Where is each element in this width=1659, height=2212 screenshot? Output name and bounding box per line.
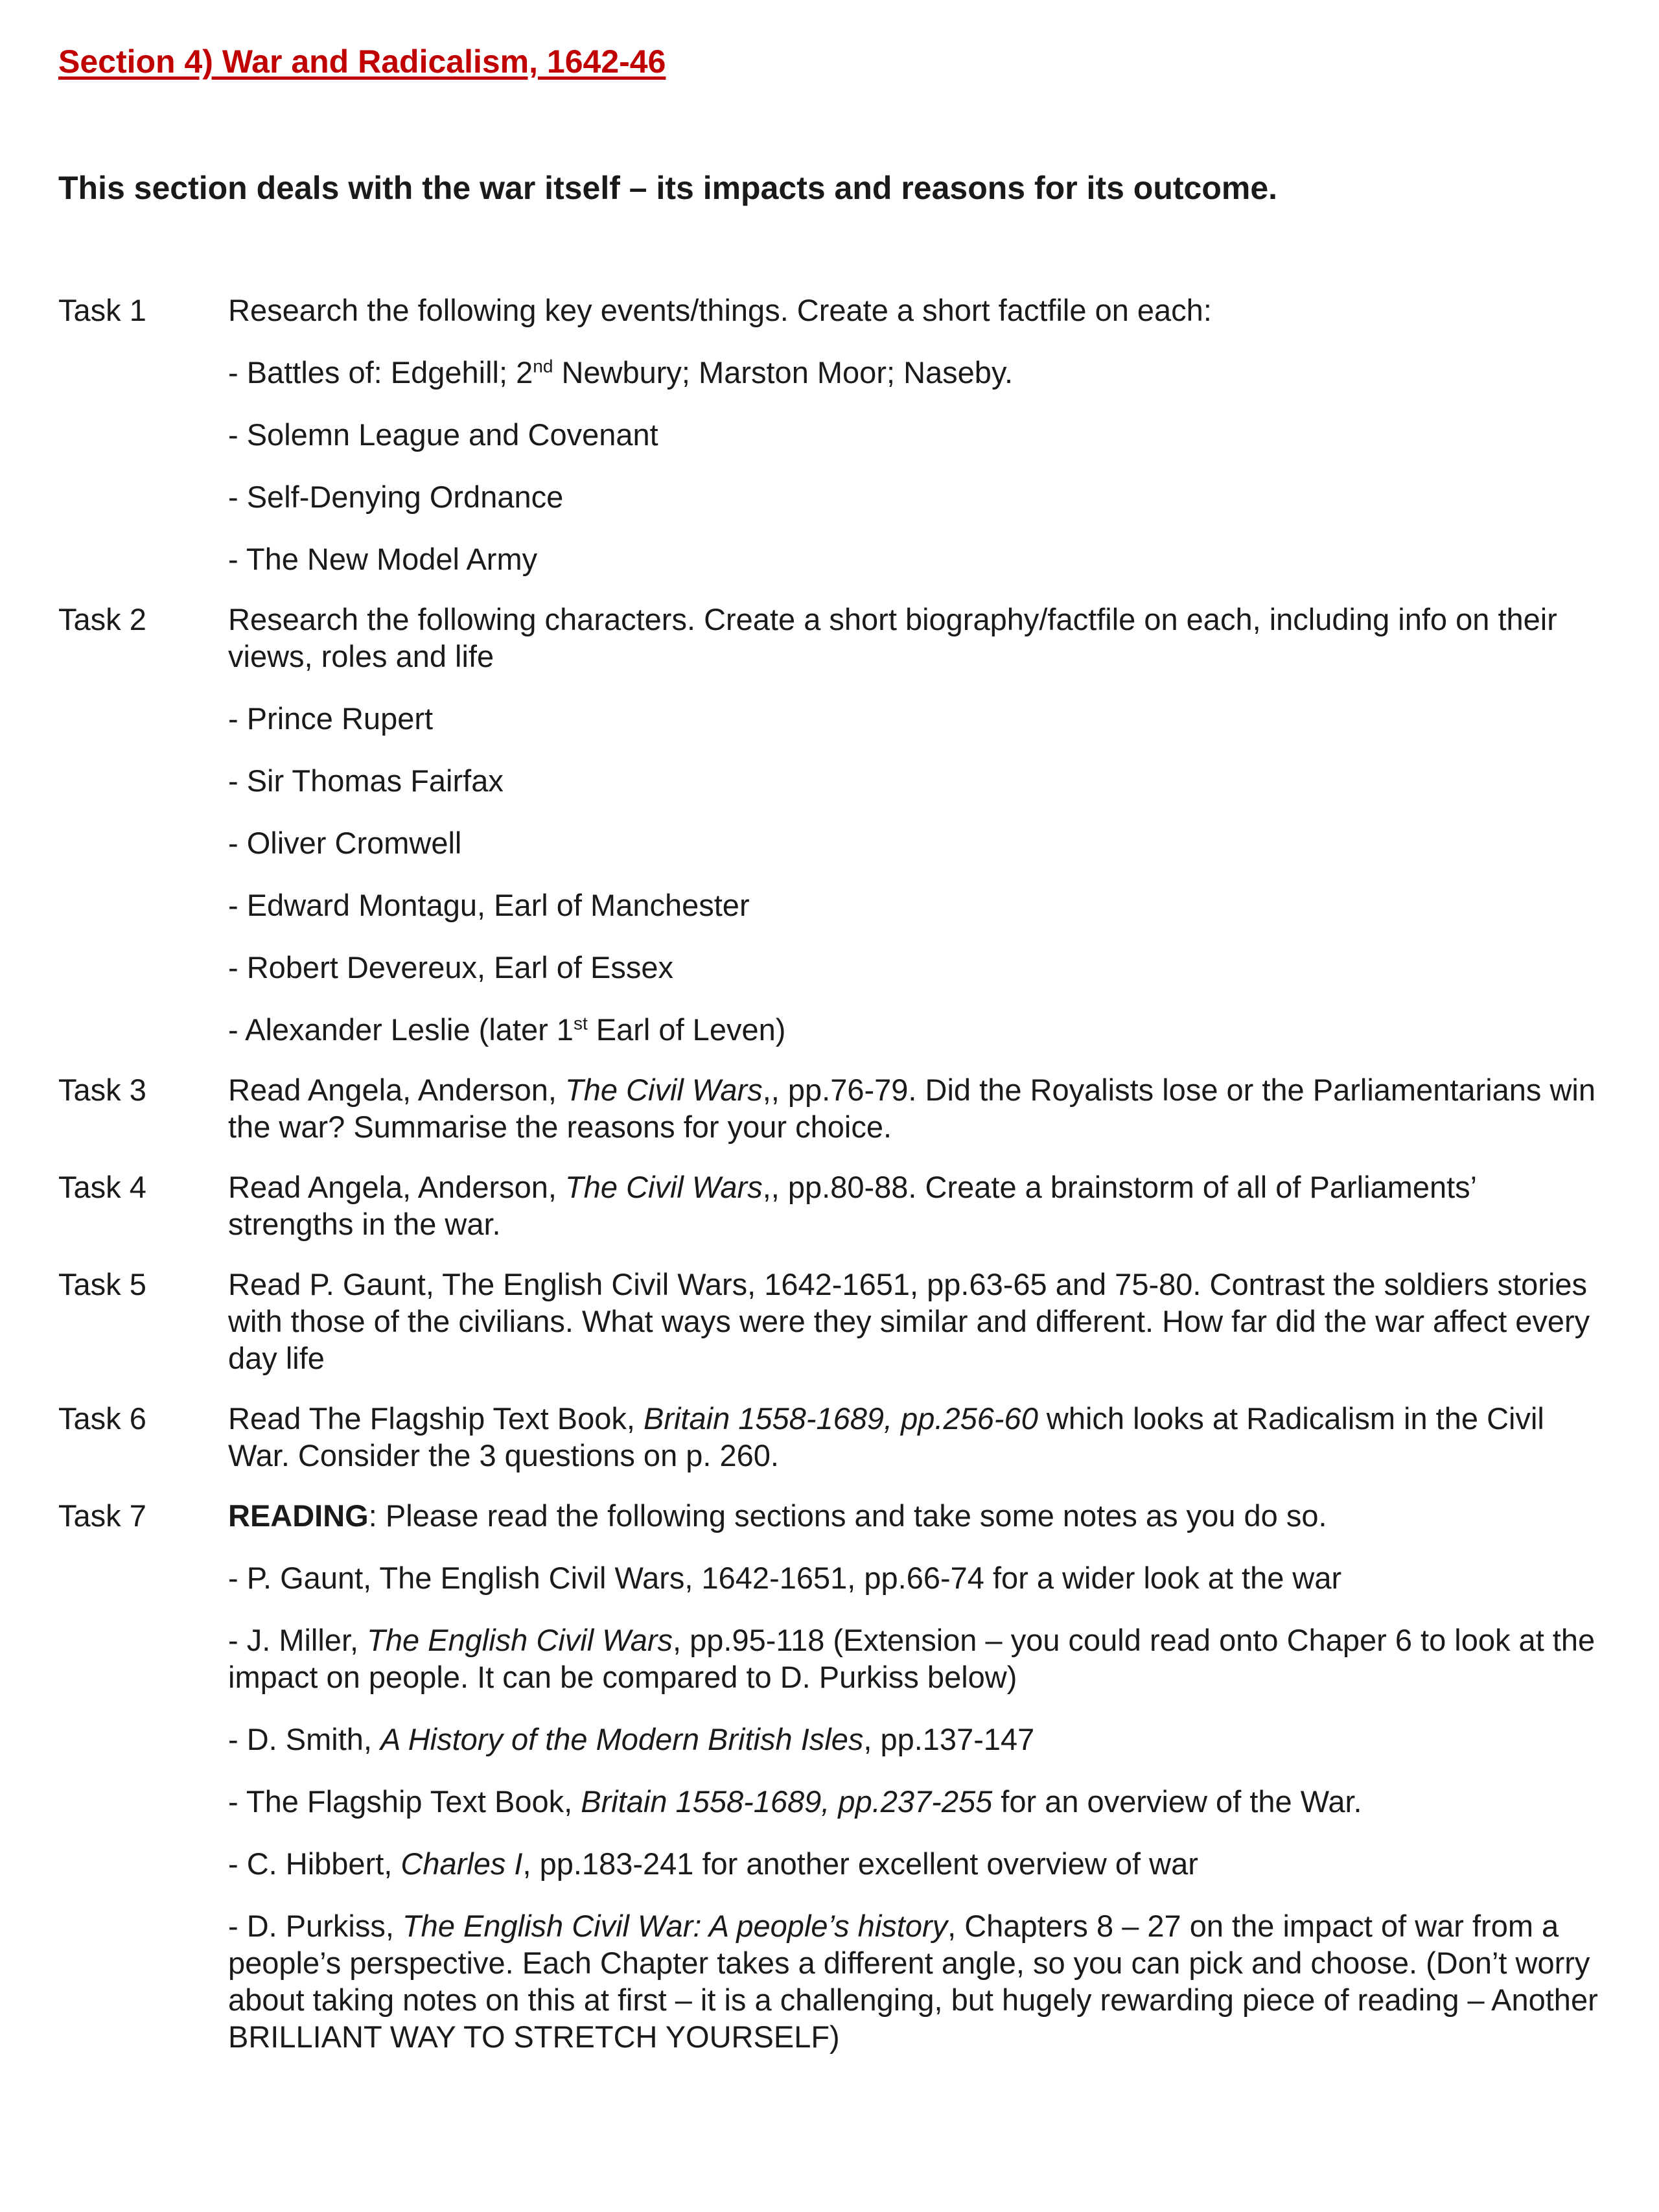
task-instruction: Read Angela, Anderson, The Civil Wars,, pp.80-88. Create a brainstorm of all of Parliaments’ strengths in the war. <box>228 1170 1476 1241</box>
task-instruction: Read The Flagship Text Book, Britain 1558-1689, pp.256-60 which looks at Radicalism in the Civil War. Consider the 3 questions on p. 260. <box>228 1401 1544 1473</box>
reading-item: - D. Smith, A History of the Modern British Isles, pp.137-147 <box>228 1722 1035 1756</box>
task-label: Task 4 <box>58 1170 146 1204</box>
book-title: The Civil Wars <box>565 1073 763 1107</box>
task-item: - Battles of: Edgehill; 2nd Newbury; Marston Moor; Naseby. <box>228 355 1014 390</box>
task-item: - Alexander Leslie (later 1st Earl of Leven) <box>228 1012 786 1047</box>
task-2 <box>58 601 1601 1048</box>
task-item: - Self-Denying Ordnance <box>228 480 564 514</box>
task-7 <box>58 1497 1601 2055</box>
task-instruction: Read Angela, Anderson, The Civil Wars,, pp.76-79. Did the Royalists lose or the Parliamentarians win the war? Summarise the reasons for your choice. <box>228 1073 1595 1144</box>
task-body <box>228 1266 1601 1377</box>
task-body <box>228 1071 1601 1145</box>
task-instruction: Research the following key events/things. Create a short factfile on each: <box>228 293 1212 327</box>
task-label: Task 2 <box>58 602 146 636</box>
task-label: Task 1 <box>58 293 146 327</box>
book-title: A History of the Modern British Isles <box>380 1722 864 1756</box>
reading-item: - P. Gaunt, The English Civil Wars, 1642-1651, pp.66-74 for a wider look at the war <box>228 1561 1342 1595</box>
task-instruction: READING: Please read the following sections and take some notes as you do so. <box>228 1498 1327 1533</box>
book-title: The English Civil Wars <box>367 1623 673 1657</box>
task-instruction: Research the following characters. Create a short biography/factfile on each, including info on their views, roles and life <box>228 602 1557 673</box>
task-body <box>228 1497 1601 2055</box>
task-1 <box>58 292 1601 577</box>
task-item: - The New Model Army <box>228 542 538 576</box>
task-item: - Sir Thomas Fairfax <box>228 763 504 798</box>
task-list <box>58 292 1601 2055</box>
task-label: Task 5 <box>58 1267 146 1301</box>
task-body <box>228 292 1601 577</box>
task-label: Task 6 <box>58 1401 146 1436</box>
section-title: Section 4) War and Radicalism, 1642-46 <box>58 43 666 80</box>
reading-heading: READING <box>228 1498 369 1533</box>
reading-item: - The Flagship Text Book, Britain 1558-1689, pp.237-255 for an overview of the War. <box>228 1784 1362 1819</box>
book-title: Britain 1558-1689, pp.237-255 <box>581 1784 993 1819</box>
section-intro: This section deals with the war itself – its impacts and reasons for its outcome. <box>58 170 1278 206</box>
task-instruction: Read P. Gaunt, The English Civil Wars, 1642-1651, pp.63-65 and 75-80. Contrast the soldiers stories with those of the civilians. What ways were they similar and different. How far did the war affect every day life <box>228 1267 1590 1375</box>
reading-item: - J. Miller, The English Civil Wars, pp.95-118 (Extension – you could read onto Chaper 6 to look at the impact on people. It can be compared to D. Purkiss below) <box>228 1623 1595 1694</box>
reading-item: - D. Purkiss, The English Civil War: A people’s history, Chapters 8 – 27 on the impact of war from a people’s perspective. Each Chapter takes a different angle, so you can pick and choose. (Don’t worry about taking notes on this at first – it is a challenging, but hugely rewarding piece of reading – Another BRILLIANT WAY TO STRETCH YOURSELF) <box>228 1909 1598 2054</box>
task-body <box>228 1400 1601 1474</box>
task-body <box>228 601 1601 1048</box>
task-item: - Solemn League and Covenant <box>228 417 658 452</box>
task-5 <box>58 1266 1601 1377</box>
book-title: The English Civil War: A people’s history <box>402 1909 948 1943</box>
task-6 <box>58 1400 1601 1474</box>
task-body <box>228 1169 1601 1242</box>
task-item: - Oliver Cromwell <box>228 826 462 860</box>
task-item: - Edward Montagu, Earl of Manchester <box>228 888 750 922</box>
reading-item: - C. Hibbert, Charles I, pp.183-241 for another excellent overview of war <box>228 1846 1198 1881</box>
task-3 <box>58 1071 1601 1145</box>
task-label: Task 7 <box>58 1498 146 1533</box>
task-item: - Robert Devereux, Earl of Essex <box>228 950 673 984</box>
task-4 <box>58 1169 1601 1242</box>
book-title: The Civil Wars <box>565 1170 763 1204</box>
task-item: - Prince Rupert <box>228 701 434 736</box>
book-title: Britain 1558-1689, pp.256-60 <box>643 1401 1038 1436</box>
task-label: Task 3 <box>58 1073 146 1107</box>
book-title: Charles I <box>400 1846 523 1881</box>
